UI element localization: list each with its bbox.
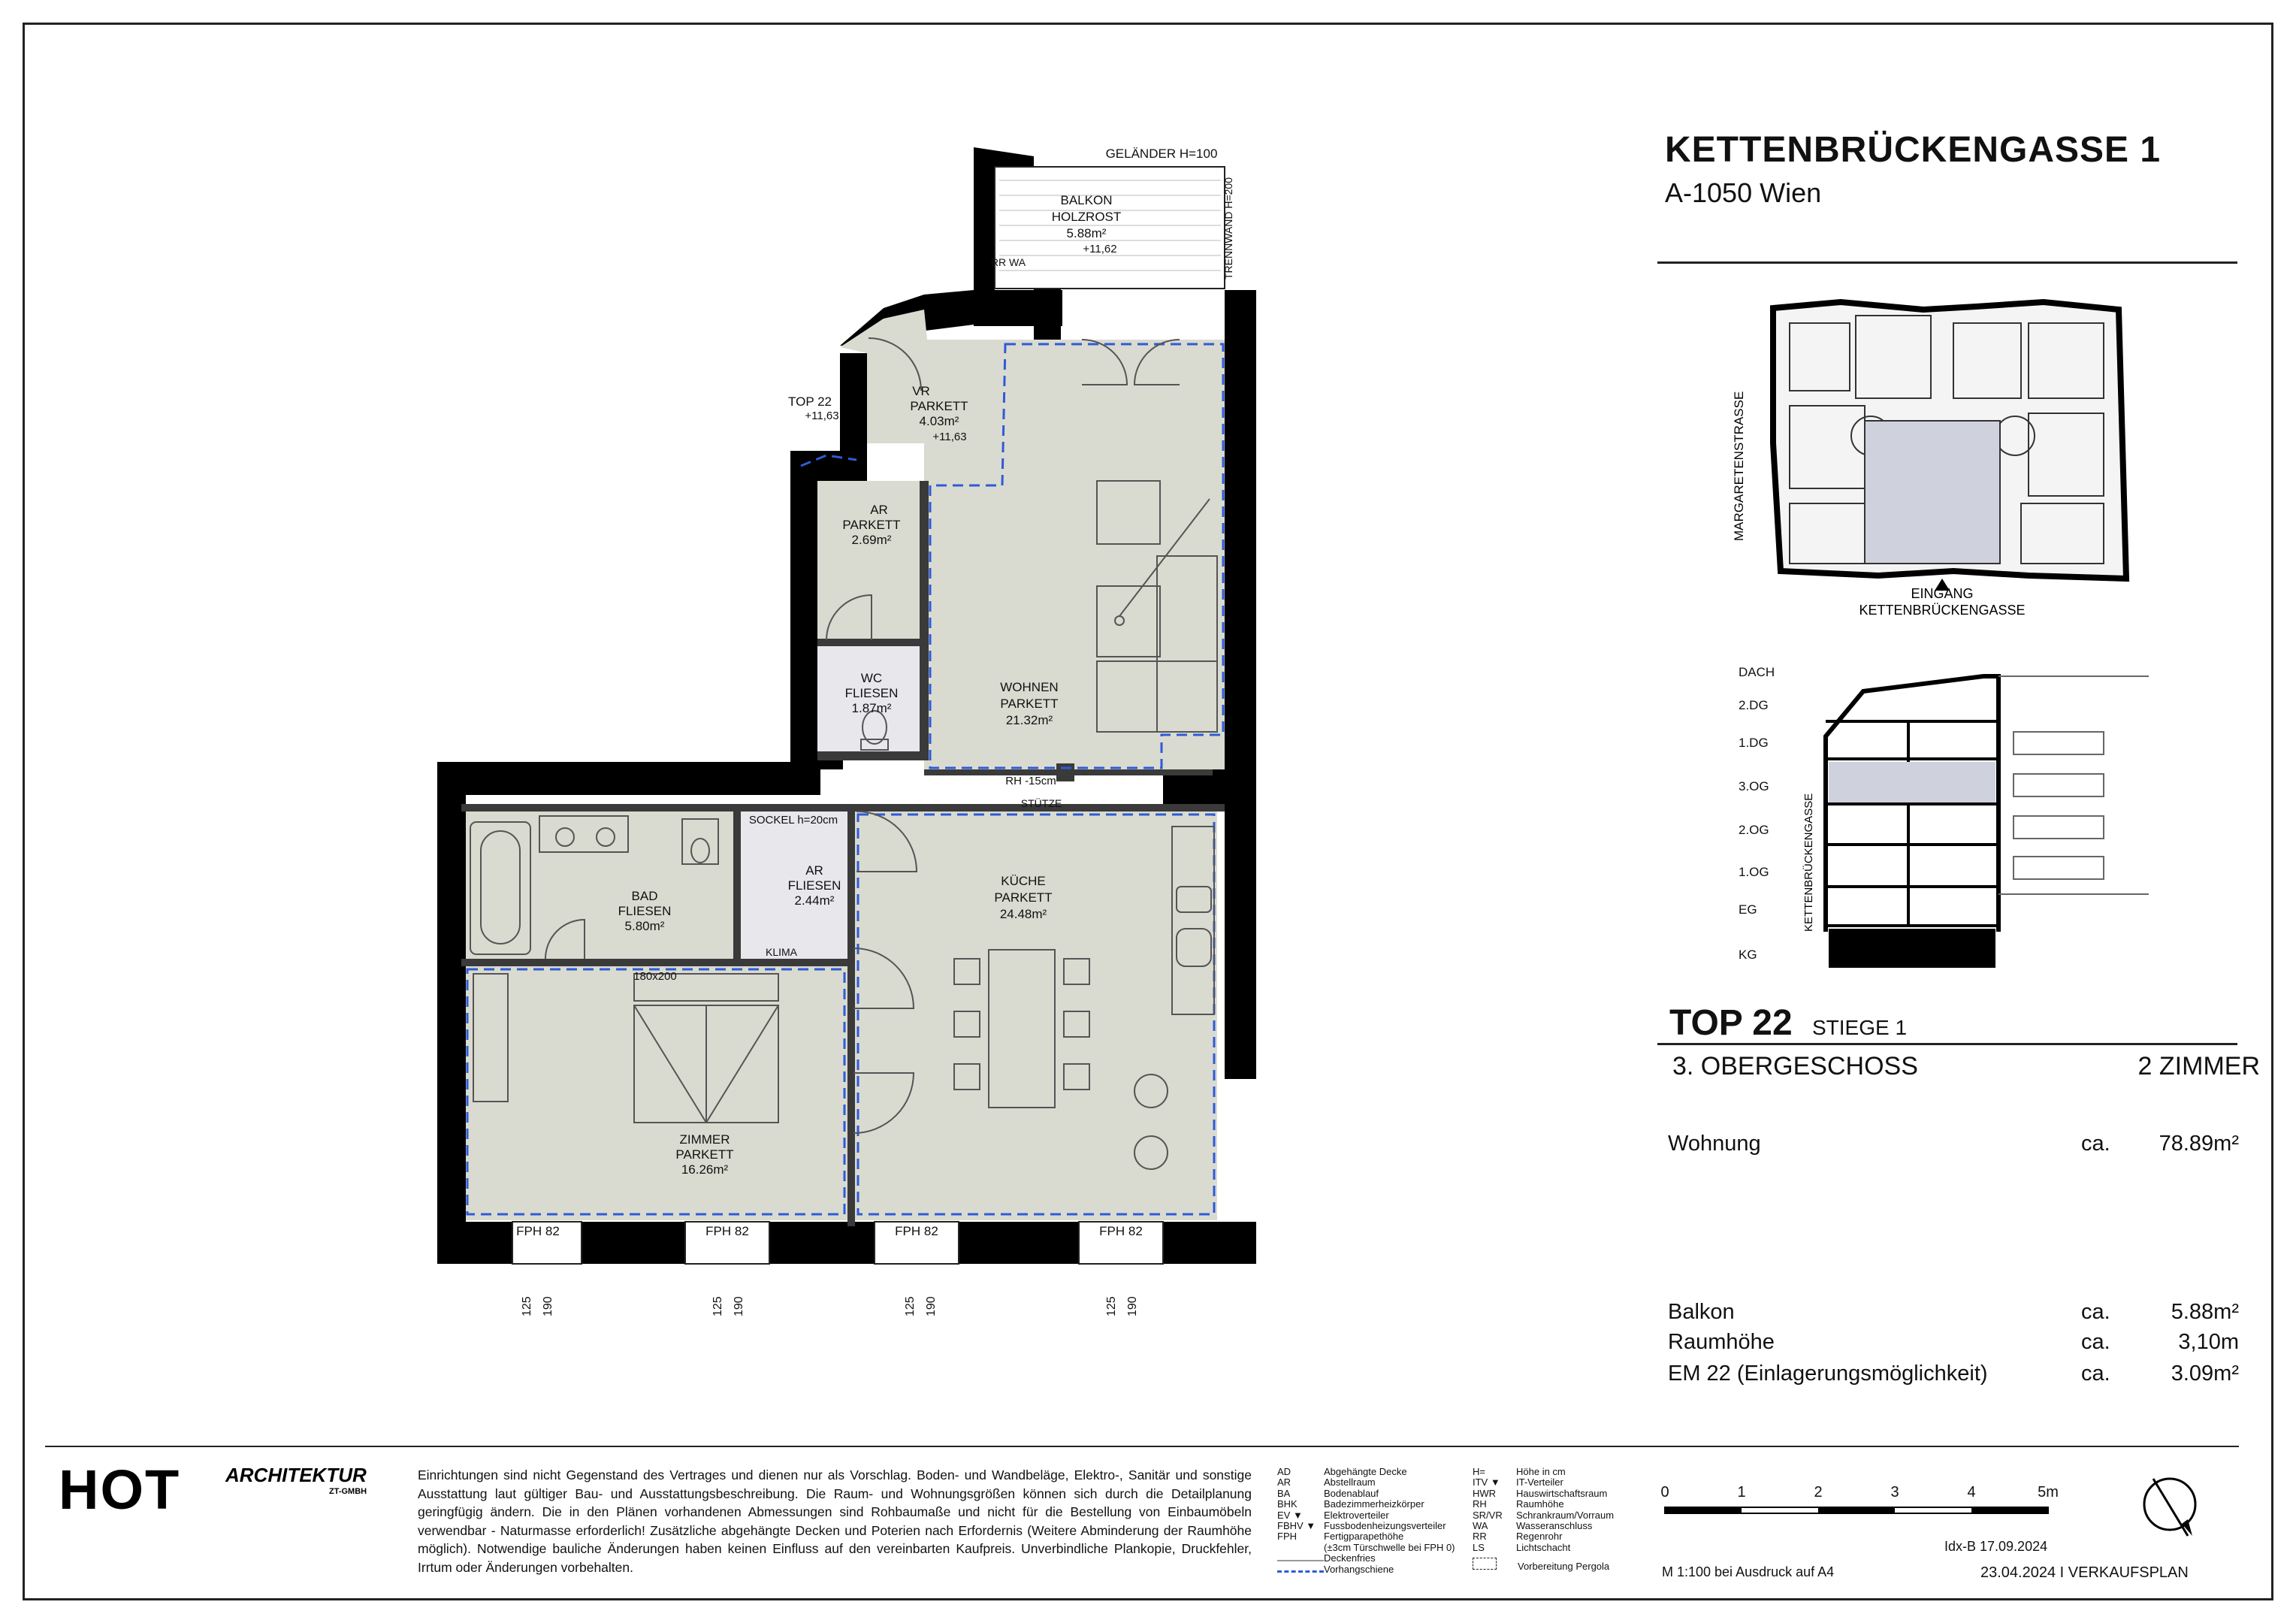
rr-wa-label: RR WA bbox=[990, 256, 1026, 268]
bed-size: 180x200 bbox=[633, 970, 677, 983]
svg-text:KG: KG bbox=[1739, 948, 1757, 962]
floor-plan bbox=[0, 0, 1292, 1337]
sockel-label: SOCKEL h=20cm bbox=[748, 814, 838, 827]
kueche-area: 24.48m² bbox=[999, 907, 1047, 921]
area-row-raumhoehe: Raumhöhe ca. 3,10m bbox=[1668, 1330, 2239, 1354]
kueche-name: KÜCHE bbox=[1001, 874, 1046, 888]
svg-text:1.OG: 1.OG bbox=[1739, 865, 1769, 879]
unit-floor: 3. OBERGESCHOSS bbox=[1672, 1052, 1918, 1080]
vr-area: 4.03m² bbox=[919, 414, 959, 428]
ar1-name: AR bbox=[870, 503, 888, 517]
svg-text:125: 125 bbox=[904, 1296, 917, 1316]
ar2-floor: FLIESEN bbox=[787, 878, 841, 893]
svg-text:190: 190 bbox=[542, 1296, 554, 1316]
svg-text:1: 1 bbox=[1737, 1484, 1746, 1501]
ar2-name: AR bbox=[805, 863, 823, 878]
klima-label: KLIMA bbox=[765, 946, 798, 958]
svg-text:4: 4 bbox=[1967, 1484, 1976, 1501]
section-levels bbox=[1739, 665, 1775, 962]
top-marker-name: TOP 22 bbox=[788, 394, 832, 409]
vr-name: VR bbox=[912, 384, 930, 398]
vr-floor: PARKETT bbox=[910, 399, 968, 413]
fph-1: FPH 82 bbox=[516, 1224, 560, 1238]
section-street-label: KETTENBRÜCKENGASSE bbox=[1802, 793, 1815, 932]
zimmer-name: ZIMMER bbox=[679, 1132, 730, 1147]
ar1-floor: PARKETT bbox=[842, 518, 901, 532]
wohnen-room bbox=[924, 340, 1225, 769]
zimmer-area: 16.26m² bbox=[681, 1162, 729, 1177]
svg-text:190: 190 bbox=[1126, 1296, 1139, 1316]
svg-text:125: 125 bbox=[1105, 1296, 1118, 1316]
kueche-floor: PARKETT bbox=[994, 890, 1053, 905]
balkon-area: 5.88m² bbox=[1066, 226, 1107, 240]
zimmer-floor: PARKETT bbox=[675, 1147, 734, 1162]
svg-text:3: 3 bbox=[1890, 1484, 1899, 1501]
wc-floor: FLIESEN bbox=[844, 686, 899, 700]
disclaimer-text: Einrichtungen sind nicht Gegenstand des Vertrages und dienen nur als Vorschlag. Boden- und Wandbeläge, Elektro-, Sanitär und sonstige Ausstattung laut gültiger Bau- und Ausstattungsbeschreibung. Die Raum- und Wohnungsgrößen können sich durch die Detailplanung geringfügig ändern. Die in den Plänen vorhandenen Abmessungen sind Rohbaumaße und nicht für die Bestellung von Einbaumöbeln verwendbar - Naturmasse erforderlich! Zusätzliche abgehängte Decken und Poterien nach Erfordernis (Weitere Abminderung der Raumhöhe möglich). Notwendige bauliche Änderungen haben keinen Einfluss auf den vereinbarten Kaufpreis. Unverbindliche Plankopie, Druckfehler, Irrtum oder Änderungen vorbehalten. bbox=[418, 1467, 1252, 1575]
unit-rooms: 2 ZIMMER bbox=[2137, 1052, 2260, 1080]
hot-architektur-logo bbox=[59, 1464, 397, 1516]
svg-text:125: 125 bbox=[521, 1296, 533, 1316]
svg-text:190: 190 bbox=[925, 1296, 938, 1316]
svg-text:EG: EG bbox=[1739, 902, 1757, 917]
header-rule bbox=[1657, 261, 2237, 264]
wohnen-name: WOHNEN bbox=[1000, 680, 1059, 694]
project-city: A-1050 Wien bbox=[1665, 177, 1822, 208]
scale-bar bbox=[1653, 1477, 2074, 1530]
balkon-level: +11,62 bbox=[1083, 243, 1117, 255]
svg-text:ARCHITEKTUR: ARCHITEKTUR bbox=[225, 1464, 367, 1486]
svg-text:0: 0 bbox=[1660, 1484, 1669, 1501]
trennwand-label: TRENNWAND H=200 bbox=[1222, 177, 1234, 280]
project-title: KETTENBRÜCKENGASSE 1 bbox=[1665, 130, 2162, 170]
wohnen-floor: PARKETT bbox=[1000, 697, 1059, 711]
ar2-area: 2.44m² bbox=[794, 893, 835, 908]
street-side-label: MARGARETENSTRASSE bbox=[1732, 391, 1746, 541]
vr-level: +11,63 bbox=[932, 431, 967, 443]
scale-note: M 1:100 bei Ausdruck auf A4 bbox=[1662, 1564, 1835, 1579]
svg-text:2: 2 bbox=[1814, 1484, 1823, 1501]
site-plan bbox=[1728, 293, 2149, 631]
legend-left: AD Abgehängte Decke AR Abstellraum BA Bodenablauf BHK Badezimmerheizkörper EV ▼ Elektroverteiler FBHV ▼ Fussbodenheizungsverteiler FPH Fertigparapethöhe (±3cm Türschwelle bei FPH 0) Deckenfries Vorhangschiene bbox=[1277, 1466, 1455, 1575]
wc-name: WC bbox=[860, 671, 883, 685]
svg-text:ZT-GMBH: ZT-GMBH bbox=[329, 1487, 367, 1496]
kueche-room bbox=[853, 812, 1217, 1220]
ar1-area: 2.69m² bbox=[851, 533, 892, 547]
svg-text:1.DG: 1.DG bbox=[1739, 736, 1769, 750]
svg-text:3.OG: 3.OG bbox=[1739, 779, 1769, 793]
top-marker-level: +11,63 bbox=[805, 410, 839, 422]
stuetze-label: STÜTZE bbox=[1020, 797, 1062, 809]
svg-text:125: 125 bbox=[711, 1296, 724, 1316]
svg-text:190: 190 bbox=[733, 1296, 745, 1316]
svg-text:5m: 5m bbox=[2038, 1484, 2059, 1501]
unit-level-highlight bbox=[1829, 762, 1995, 802]
svg-text:HOT: HOT bbox=[59, 1464, 181, 1516]
unit-rule bbox=[1657, 1043, 2237, 1045]
rh-label: RH -15cm bbox=[1005, 775, 1056, 787]
index-note: Idx-B 17.09.2024 bbox=[1944, 1539, 2048, 1554]
area-row-em: EM 22 (Einlagerungsmöglichkeit) ca. 3.09m² bbox=[1668, 1362, 2239, 1386]
bad-name: BAD bbox=[631, 889, 658, 903]
unit-highlight bbox=[1865, 421, 2000, 564]
wohnen-area: 21.32m² bbox=[1005, 713, 1053, 727]
area-row-wohnung: Wohnung ca. 78.89m² bbox=[1668, 1132, 2239, 1156]
bad-room bbox=[466, 812, 736, 962]
legend-right: H= Höhe in cm ITV ▼ IT-Verteiler HWR Hauswirtschaftsraum RH Raumhöhe SR/VR Schrankraum/Vorraum WA Wasseranschluss RR Regenrohr LS Lichtschacht Vorbereitung Pergola bbox=[1473, 1466, 1615, 1573]
entrance-street: KETTENBRÜCKENGASSE bbox=[1859, 603, 2026, 618]
gelaender-label: GELÄNDER H=100 bbox=[1105, 147, 1218, 161]
area-row-balkon: Balkon ca. 5.88m² bbox=[1668, 1300, 2239, 1324]
svg-text:DACH: DACH bbox=[1739, 665, 1775, 679]
building-section bbox=[1728, 654, 2149, 977]
balkon-name: BALKON bbox=[1060, 193, 1113, 207]
north-arrow-icon bbox=[2138, 1471, 2206, 1546]
entrance-label: EINGANG bbox=[1911, 586, 1974, 601]
unit-stiege: STIEGE 1 bbox=[1812, 1016, 1908, 1039]
svg-text:2.OG: 2.OG bbox=[1739, 823, 1769, 837]
wc-area: 1.87m² bbox=[851, 701, 892, 715]
zimmer-room bbox=[466, 965, 849, 1220]
svg-text:2.DG: 2.DG bbox=[1739, 698, 1769, 712]
fph-4: FPH 82 bbox=[1099, 1224, 1143, 1238]
fph-3: FPH 82 bbox=[895, 1224, 938, 1238]
bad-area: 5.80m² bbox=[624, 919, 665, 933]
footer-rule bbox=[45, 1446, 2239, 1447]
date-note: 23.04.2024 I VERKAUFSPLAN bbox=[1980, 1564, 2189, 1581]
unit-top: TOP 22 bbox=[1669, 1003, 1793, 1043]
balkon-floor: HOLZROST bbox=[1051, 210, 1122, 224]
bad-floor: FLIESEN bbox=[618, 904, 672, 918]
fph-2: FPH 82 bbox=[705, 1224, 749, 1238]
